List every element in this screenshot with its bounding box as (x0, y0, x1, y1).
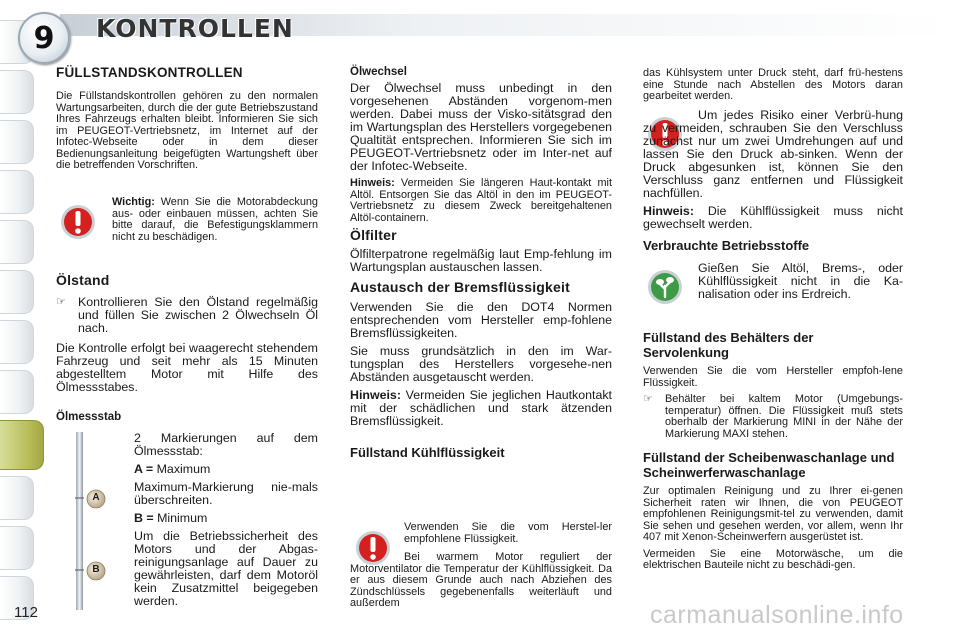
oil-level-bullet (56, 296, 318, 335)
dipstick-title: Ölmessstab (56, 411, 122, 423)
oil-change-text: Der Ölwechsel muss unbedingt in den vorgesehenen Abständen vorgenom-men werden. Dabei muss der Visko-sitätsgrad den im Wartungsplan des Herstellers vorgegebenen Qualtität entsprechen. Informieren Sie sich im PEUGEOT-Vertriebsnetz oder im Inter-net auf der Infotec-Webseite. (350, 81, 612, 173)
brake-fluid-text-1: Verwenden Sie die den DOT4 Normen entsprechenden vom Hersteller emp-fohlene Bremsflüssigkeiten. (350, 300, 612, 340)
warning-icon (58, 202, 98, 242)
oil-level-text: Die Kontrolle erfolgt bei waagerecht stehendem Fahrzeug und seit mehr als 15 Minuten abgestelltem Motor mit Hilfe des Ölmessstabes. (56, 341, 318, 394)
chapter-tab[interactable] (0, 370, 34, 414)
brake-note: Vermeiden Sie jeglichen Hautkontakt mit der schädlichen und stark ätzenden Bremsflüssigkeit. (350, 388, 612, 428)
chapter-tab[interactable] (0, 170, 34, 214)
chapter-tab[interactable] (0, 320, 34, 364)
oil-filter-text: Ölfilterpatrone regelmäßig laut Emp-fehlung im Wartungsplan austauschen lassen. (350, 247, 612, 274)
chapter-tab[interactable] (0, 526, 34, 570)
steering-bullet (643, 394, 903, 440)
dipstick-intro: 2 Markierungen auf dem Ölmessstab: (134, 431, 318, 458)
intro-text: Die Füllstandskontrollen gehören zu den normalen Wartungsarbeiten, durch die der gute Betriebszustand Ihres Fahrzeugs erhalten bleibt. Informieren Sie sich im PEUGEOT-Vertriebsnetz, im Internet auf der Infotec-Webseite oder in dem dieser Bedienungsanleitung beigefügten Wartungsheft über die betreffenden Vorschriften. (56, 90, 318, 171)
coolant-text-2: Bei warmem Motor reguliert der Motorventilator die Temperatur der Kühlflüssigkeit. Da er aus diesem Grunde auch nach Abziehen des Zündschlüssels gegebenenfalls weiterläuft und außerdem (350, 551, 612, 609)
marker-a-value: Maximum (153, 462, 211, 476)
coolant-note: Die Kühlflüssigkeit muss nicht gewechselt werden. (643, 204, 903, 231)
chapter-tab[interactable] (0, 270, 34, 314)
washer-title: Füllstand der Scheibenwaschanlage und Scheinwerferwaschanlage (643, 450, 895, 480)
steering-text: Verwenden Sie die vom Hersteller empfoh-lene Flüssigkeit. (643, 365, 903, 389)
hand-pointer-icon: ☞ (643, 393, 653, 405)
oil-level-section (56, 274, 318, 424)
important-text: Wenn Sie die Motorabdeckung aus- oder einbauen müssen, achten Sie bitte darauf, die Befestigungsklammern nicht zu beschädigen. (112, 196, 318, 243)
page-number: 112 (14, 604, 38, 621)
marker-b-desc: Um die Betriebssicherheit des Motors und der Abgas-reinigungsanlage auf Dauer zu gewährleisten, darf dem Motoröl kein Zusatzmittel beigegeben werden. (134, 529, 318, 608)
chapter-number-badge: 9 (18, 12, 70, 64)
section-title: FÜLLSTANDSKONTROLLEN (56, 65, 243, 80)
hand-pointer-icon: ☞ (56, 296, 66, 308)
coolant-note-label: Hinweis: (643, 204, 694, 218)
used-fluids-text: Gießen Sie Altöl, Brems-, oder Kühlflüssigkeit nicht in die Ka-nalisation oder ins Erdreich. (698, 261, 903, 301)
chapter-tab[interactable] (0, 120, 34, 164)
used-fluids-title: Verbrauchte Betriebsstoffe (643, 238, 810, 253)
dipstick-illustration (62, 430, 122, 610)
marker-b-value: Minimum (153, 511, 208, 525)
chapter-tab[interactable] (0, 476, 34, 520)
brake-fluid-title: Austausch der Bremsflüssigkeit (350, 279, 570, 295)
coolant-info-2 (350, 552, 612, 615)
brake-note-label: Hinweis: (350, 388, 401, 402)
steering-section (643, 330, 903, 577)
marker-b-label: B (92, 564, 100, 575)
column-3 (643, 68, 903, 108)
oil-change-note-label: Hinweis: (350, 177, 395, 189)
marker-a-label: A (92, 492, 100, 503)
oil-filter-title: Ölfilter (350, 227, 397, 243)
important-note (112, 197, 318, 248)
column-1 (56, 66, 318, 177)
watermark: carmanualsonline.info (650, 601, 904, 629)
washer-text-1: Zur optimalen Reinigung und zu Ihrer ei-genen Sicherheit raten wir Ihnen, die von PEUGEOT empfohlenen Reinigungsmit-tel zu verwenden, damit Sie sehen und gesehen werden, vor allem, wenn Ihr 407 mit Xenon-Scheinwerfern ausgerüstet ist. (643, 485, 903, 543)
marker-b-key: B = (134, 511, 154, 525)
oil-level-bullet-text: Kontrollieren Sie den Ölstand regelmäßig und füllen Sie zwischen 2 Ölwechseln Öl nach. (78, 295, 318, 335)
environment-icon (645, 267, 685, 307)
marker-a-key: A = (134, 462, 154, 476)
brake-fluid-text-2: Sie muss grundsätzlich in den im War-tungsplan des Herstellers vorgesehe-nen Abständen ausgetauscht werden. (350, 344, 612, 384)
coolant-info (404, 522, 612, 550)
oil-change-title: Ölwechsel (350, 66, 407, 78)
steering-bullet-text: Behälter bei kaltem Motor (Umgebungs-temperatur) öffnen. Die Flüssigkeit muß stets oberhalb der Markierung MINI in der Nähe der Markierung MAXI stehen. (665, 393, 903, 440)
chapter-tab[interactable] (0, 220, 34, 264)
marker-a-desc: Maximum-Markierung nie-mals überschreiten. (134, 480, 318, 507)
coolant-continued: das Kühlsystem unter Druck steht, darf frü-hestens eine Stunde nach Abstellen des Motors daran gearbeitet werden. (643, 67, 903, 102)
important-label: Wichtig: (112, 196, 155, 208)
used-fluids (698, 262, 903, 306)
coolant-warning (643, 109, 903, 252)
chapter-tabs (0, 0, 40, 640)
oil-level-title: Ölstand (56, 272, 110, 288)
chapter-tab[interactable] (0, 70, 34, 114)
steering-title: Füllstand des Behälters der Servolenkung (643, 330, 814, 360)
washer-text-2: Vermeiden Sie eine Motorwäsche, um die elektrischen Bauteile nicht zu beschädi-gen. (643, 547, 903, 571)
oil-change-note: Vermeiden Sie längeren Haut-kontakt mit Altöl. Entsorgen Sie das Altöl in den im PEUGEOT-Vertriebsnetz zu diesem Zweck bereitgehaltenen Altöl-containern. (350, 177, 612, 224)
coolant-title: Füllstand Kühlflüssigkeit (350, 445, 505, 460)
dipstick-markings (134, 432, 318, 613)
coolant-text-1: Verwenden Sie die vom Herstel-ler empfohlene Flüssigkeit. (404, 521, 612, 545)
chapter-tab-active[interactable] (0, 420, 44, 470)
coolant-warning-text: Um jedes Risiko einer Verbrü-hung zu vermeiden, schrauben Sie den Verschluss zunächst nur um zwei Umdrehungen auf und lassen Sie den Druck ab-sinken. Wenn der Druck abgesunken ist, können Sie den Verschluss ganz entfernen und Flüssigkeit nachfüllen. (643, 108, 903, 200)
column-2 (350, 66, 612, 459)
chapter-title: KONTROLLEN (96, 14, 294, 43)
